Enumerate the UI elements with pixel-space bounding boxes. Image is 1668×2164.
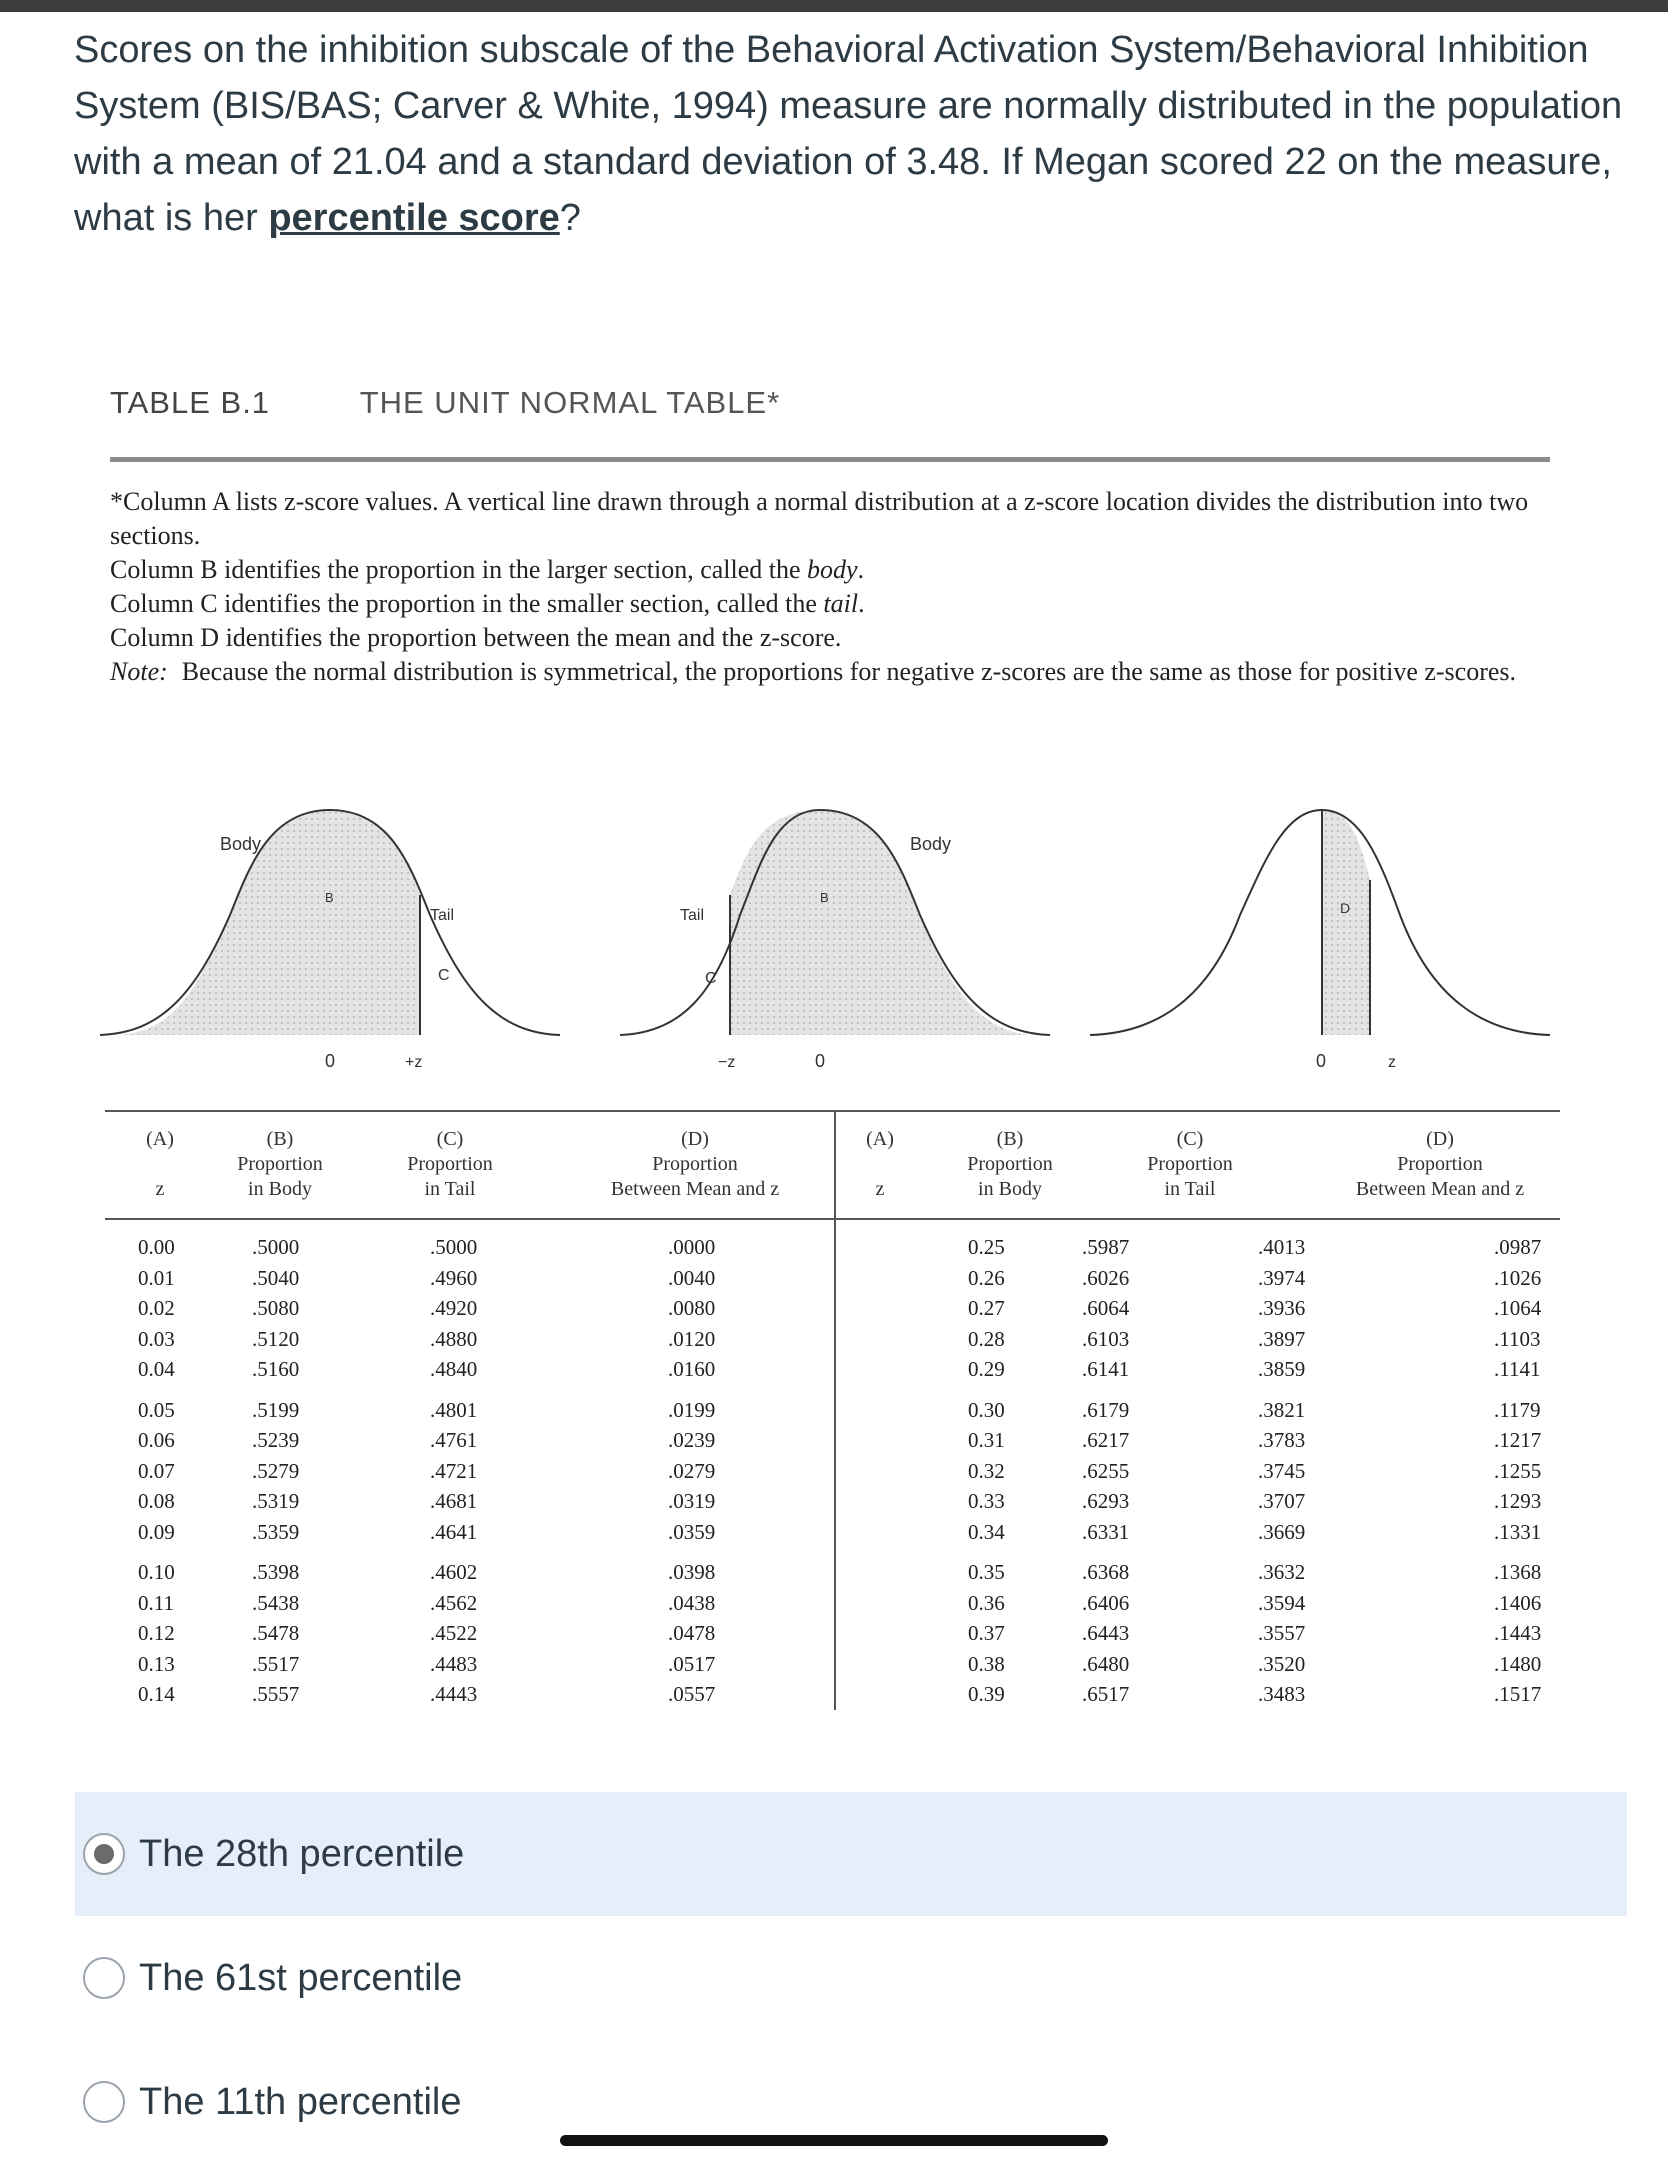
left-header-a-label: (A) bbox=[146, 1128, 174, 1150]
left_rows-cell: .4483 bbox=[430, 1651, 478, 1676]
left_rows-cell: .0239 bbox=[668, 1428, 716, 1452]
answer-option-2[interactable] bbox=[75, 1916, 1627, 2040]
right_rows-cell: .1480 bbox=[1494, 1651, 1542, 1676]
curve-1-tail-label: Tail bbox=[430, 907, 455, 924]
curve-3-d-label: D bbox=[1340, 900, 1351, 916]
left_rows-cell: .5080 bbox=[252, 1296, 300, 1320]
curve-2-b-label: B bbox=[820, 890, 829, 905]
right_rows-cell: .1293 bbox=[1494, 1489, 1542, 1513]
curve-1-posz: +z bbox=[405, 1054, 423, 1071]
right-header-d2: Proportion bbox=[1397, 1153, 1483, 1175]
table-title: THE UNIT NORMAL TABLE* bbox=[359, 385, 781, 420]
curves-svg bbox=[100, 805, 1560, 1071]
right_rows-cell: .3707 bbox=[1258, 1489, 1306, 1513]
right-header-b3: in Body bbox=[978, 1178, 1042, 1200]
left_rows-cell: 0.08 bbox=[138, 1489, 175, 1513]
right_rows-cell: .3859 bbox=[1258, 1357, 1306, 1381]
right_rows-cell: .6517 bbox=[1082, 1682, 1130, 1706]
left_rows-cell: .5557 bbox=[252, 1682, 300, 1706]
right-header-a-label: (A) bbox=[866, 1128, 894, 1150]
left_rows-cell: .0000 bbox=[668, 1235, 716, 1259]
curve-1-b-label: B bbox=[325, 890, 334, 905]
right_rows-cell: .3632 bbox=[1258, 1560, 1306, 1584]
note-body-word: body bbox=[807, 555, 858, 584]
left-header-c bbox=[370, 1127, 530, 1202]
right_rows-cell: .6480 bbox=[1082, 1651, 1130, 1676]
right_rows-cell: .1217 bbox=[1494, 1428, 1542, 1452]
distribution-diagrams bbox=[100, 805, 1560, 1071]
right_rows-cell: 0.31 bbox=[968, 1428, 1005, 1452]
left_rows-cell: 0.00 bbox=[138, 1235, 175, 1259]
left_rows-cell: 0.14 bbox=[138, 1682, 175, 1706]
table-label: TABLE B.1 bbox=[110, 385, 271, 420]
right_rows-cell: .1443 bbox=[1494, 1621, 1542, 1645]
left_rows-cell: .4602 bbox=[430, 1560, 478, 1584]
right-header-c3: in Tail bbox=[1164, 1178, 1216, 1200]
left_rows-cell: .4721 bbox=[430, 1458, 478, 1483]
right-header-a bbox=[850, 1127, 910, 1202]
right_rows-cell: .6293 bbox=[1082, 1489, 1130, 1513]
answer-option-1-label: The 28th percentile bbox=[139, 1832, 465, 1875]
right-header-d bbox=[1320, 1127, 1560, 1202]
curve-3-d-shade bbox=[1322, 810, 1370, 1035]
right_rows-cell: .6179 bbox=[1082, 1397, 1130, 1422]
question-body: Scores on the inhibition subscale of the Behavioral Activation System/Behavioral Inhibition System (BIS/BAS; Carver & White, 1994) measure are normally distributed in the population with a mean of 21.04 and a standard deviation of 3.48. If Megan scored 22 on the measure, what is her bbox=[74, 29, 1623, 239]
left_rows-cell: .5359 bbox=[252, 1519, 300, 1544]
left_rows-cell: 0.01 bbox=[138, 1265, 175, 1290]
right_rows-cell: .3821 bbox=[1258, 1397, 1306, 1422]
note-line-2: Column B identifies the proportion in the larger section, called the body. bbox=[110, 555, 865, 584]
right-header-b1: (B) bbox=[996, 1128, 1024, 1150]
radio-button-3[interactable] bbox=[83, 2081, 125, 2123]
right_rows-cell: .6026 bbox=[1082, 1265, 1130, 1290]
right-header-z: z bbox=[875, 1178, 885, 1200]
right-header-d3: Between Mean and z bbox=[1355, 1178, 1525, 1200]
left_rows-cell: .5398 bbox=[252, 1560, 300, 1584]
left_rows-cell: .5160 bbox=[252, 1357, 300, 1381]
answer-option-3-label: The 11th percentile bbox=[139, 2080, 462, 2123]
right_rows-cell: .3669 bbox=[1258, 1519, 1306, 1544]
left_rows-cell: .0398 bbox=[668, 1560, 716, 1584]
right_rows-cell: 0.26 bbox=[968, 1265, 1005, 1290]
right_rows-cell: .1368 bbox=[1494, 1560, 1542, 1584]
left_rows-cell: 0.03 bbox=[138, 1326, 175, 1351]
note-label: Note: bbox=[110, 657, 168, 686]
left_rows-cell: .5438 bbox=[252, 1590, 300, 1615]
table-heading bbox=[110, 385, 780, 421]
note-line-4: Column D identifies the proportion between the mean and the z-score. bbox=[110, 623, 842, 652]
right-header-b bbox=[930, 1127, 1090, 1202]
left_rows-cell: 0.12 bbox=[138, 1621, 175, 1645]
right_rows-cell: .6406 bbox=[1082, 1590, 1130, 1615]
left-header-c1: (C) bbox=[436, 1128, 464, 1150]
left-table-rows bbox=[100, 1235, 830, 1705]
right_rows-cell: .1331 bbox=[1494, 1519, 1542, 1544]
right_rows-cell: .6443 bbox=[1082, 1621, 1130, 1645]
left_rows-cell: .4960 bbox=[430, 1265, 478, 1290]
right_rows-cell: .3897 bbox=[1258, 1326, 1306, 1351]
left_rows-cell: .5517 bbox=[252, 1651, 300, 1676]
right_rows-cell: 0.35 bbox=[968, 1560, 1005, 1584]
right_rows-cell: 0.25 bbox=[968, 1235, 1005, 1259]
curve-1-zero: 0 bbox=[325, 1051, 336, 1071]
left-header-b3: in Body bbox=[248, 1178, 312, 1200]
right_rows-cell: .3936 bbox=[1258, 1296, 1306, 1320]
right_rows-cell: 0.30 bbox=[968, 1397, 1005, 1422]
curve-1-body-label: Body bbox=[220, 834, 262, 854]
right_rows-cell: 0.29 bbox=[968, 1357, 1005, 1381]
left_rows-cell: .0279 bbox=[668, 1458, 716, 1483]
left_rows-cell: .0199 bbox=[668, 1397, 716, 1422]
right_rows-cell: .1517 bbox=[1494, 1682, 1542, 1706]
right_rows-cell: .6368 bbox=[1082, 1560, 1130, 1584]
note-line-3-text: Column C identifies the proportion in the smaller section, called the bbox=[110, 589, 824, 618]
left_rows-cell: .4522 bbox=[430, 1621, 478, 1645]
question-text bbox=[74, 22, 1634, 246]
right_rows-cell: .3520 bbox=[1258, 1651, 1306, 1676]
left_rows-cell: 0.10 bbox=[138, 1560, 175, 1584]
right_rows-cell: 0.32 bbox=[968, 1458, 1005, 1483]
left_rows-cell: .0517 bbox=[668, 1651, 716, 1676]
right-header-c2: Proportion bbox=[1147, 1153, 1233, 1175]
answer-option-1[interactable] bbox=[75, 1792, 1627, 1916]
left_rows-cell: .5478 bbox=[252, 1621, 300, 1645]
right_rows-cell: .1255 bbox=[1494, 1458, 1542, 1483]
header-bottom-rule bbox=[105, 1218, 1560, 1220]
table-top-rule bbox=[110, 457, 1550, 462]
left-header-b1: (B) bbox=[266, 1128, 294, 1150]
left_rows-cell: .5319 bbox=[252, 1489, 300, 1513]
header-top-rule bbox=[105, 1110, 1560, 1112]
left_rows-cell: .0319 bbox=[668, 1489, 716, 1513]
left_rows-cell: .5000 bbox=[430, 1235, 478, 1259]
left_rows-cell: .0160 bbox=[668, 1357, 716, 1381]
right_rows-cell: .0987 bbox=[1494, 1235, 1542, 1259]
left-header-d2: Proportion bbox=[652, 1153, 738, 1175]
left_rows-cell: .5120 bbox=[252, 1326, 300, 1351]
radio-button-1[interactable] bbox=[83, 1833, 125, 1875]
right_rows-cell: 0.33 bbox=[968, 1489, 1005, 1513]
left_rows-cell: .0478 bbox=[668, 1621, 716, 1645]
right_rows-cell: 0.39 bbox=[968, 1682, 1005, 1706]
right-header-b2: Proportion bbox=[967, 1153, 1053, 1175]
curve-1-body-shade bbox=[120, 810, 420, 1035]
left_rows-cell: .4641 bbox=[430, 1519, 478, 1544]
right_rows-cell: .3745 bbox=[1258, 1458, 1306, 1483]
left-header-z: z bbox=[155, 1178, 165, 1200]
question-emphasis: percentile score bbox=[268, 197, 560, 239]
right_rows-cell: .1179 bbox=[1494, 1397, 1541, 1422]
left_rows-cell: .4840 bbox=[430, 1357, 478, 1381]
curve-2-c-label: C bbox=[705, 970, 717, 987]
left_rows-cell: .5000 bbox=[252, 1235, 300, 1259]
left_rows-cell: 0.06 bbox=[138, 1428, 175, 1452]
left_rows-cell: .4920 bbox=[430, 1296, 478, 1320]
right_rows-cell: 0.28 bbox=[968, 1326, 1005, 1351]
curve-2-body-shade bbox=[730, 810, 1030, 1035]
left_rows-cell: .4801 bbox=[430, 1397, 478, 1422]
left_rows-cell: .0120 bbox=[668, 1326, 716, 1351]
left-header-b2: Proportion bbox=[237, 1153, 323, 1175]
right_rows-cell: .1103 bbox=[1494, 1326, 1541, 1351]
curve-2-zero: 0 bbox=[815, 1051, 826, 1071]
curve-3-zero: 0 bbox=[1316, 1051, 1327, 1071]
left_rows-cell: .5040 bbox=[252, 1265, 300, 1290]
answer-option-2-label: The 61st percentile bbox=[139, 1956, 463, 1999]
right_rows-cell: .6217 bbox=[1082, 1428, 1130, 1452]
right_rows-cell: .1406 bbox=[1494, 1590, 1542, 1615]
note-line-1: *Column A lists z-score values. A vertical line drawn through a normal distribution at a z-score location divides the distribution into two sections. bbox=[110, 487, 1529, 550]
right-header-d1: (D) bbox=[1426, 1128, 1454, 1150]
left-header-c2: Proportion bbox=[407, 1153, 493, 1175]
left_rows-cell: 0.04 bbox=[138, 1357, 175, 1381]
left_rows-cell: .0080 bbox=[668, 1296, 716, 1320]
left_rows-cell: .5239 bbox=[252, 1428, 300, 1452]
note-text: Because the normal distribution is symmetrical, the proportions for negative z-scores are the same as those for positive z-scores. bbox=[181, 657, 1517, 686]
left_rows-cell: .5199 bbox=[252, 1397, 300, 1422]
curve-2-tail-label: Tail bbox=[680, 907, 705, 924]
curve-3-z: z bbox=[1388, 1054, 1396, 1071]
left_rows-cell: .4681 bbox=[430, 1489, 478, 1513]
curve-2-body-label: Body bbox=[910, 834, 952, 854]
right_rows-cell: .5987 bbox=[1082, 1235, 1130, 1259]
left_rows-cell: 0.13 bbox=[138, 1651, 175, 1676]
question-end: ? bbox=[559, 197, 581, 239]
left_rows-cell: 0.09 bbox=[138, 1519, 175, 1544]
home-indicator bbox=[560, 2135, 1108, 2146]
right_rows-cell: .6141 bbox=[1082, 1357, 1130, 1381]
right-header-c bbox=[1110, 1127, 1270, 1202]
left_rows-cell: .0557 bbox=[668, 1682, 716, 1706]
left_rows-cell: 0.11 bbox=[138, 1590, 174, 1615]
left_rows-cell: 0.07 bbox=[138, 1458, 175, 1483]
right_rows-cell: .3483 bbox=[1258, 1682, 1306, 1706]
right_rows-cell: .6103 bbox=[1082, 1326, 1130, 1351]
right_rows-cell: .3783 bbox=[1258, 1428, 1306, 1452]
top-status-bar bbox=[0, 0, 1668, 12]
note-line-5 bbox=[110, 655, 1530, 689]
right_rows-cell: .4013 bbox=[1258, 1235, 1306, 1259]
table-notes bbox=[110, 485, 1530, 689]
right_rows-cell: .6331 bbox=[1082, 1519, 1130, 1544]
note-tail-word: tail bbox=[823, 589, 859, 618]
left_rows-cell: .4880 bbox=[430, 1326, 478, 1351]
note-line-3: Column C identifies the proportion in the smaller section, called the tail. bbox=[110, 589, 865, 618]
right_rows-cell: .1026 bbox=[1494, 1265, 1542, 1290]
curve-3 bbox=[1090, 810, 1550, 1035]
right_rows-cell: 0.27 bbox=[968, 1296, 1005, 1320]
radio-button-2[interactable] bbox=[83, 1957, 125, 1999]
right_rows-cell: .3594 bbox=[1258, 1590, 1306, 1615]
right_rows-cell: .6255 bbox=[1082, 1458, 1130, 1483]
left_rows-cell: 0.05 bbox=[138, 1397, 175, 1422]
right_rows-cell: .3974 bbox=[1258, 1265, 1306, 1290]
right-header-c1: (C) bbox=[1176, 1128, 1204, 1150]
left-header-c3: in Tail bbox=[424, 1178, 476, 1200]
right_rows-cell: .3557 bbox=[1258, 1621, 1306, 1645]
left_rows-cell: 0.02 bbox=[138, 1296, 175, 1320]
left-header-d3: Between Mean and z bbox=[610, 1178, 780, 1200]
right_rows-cell: 0.36 bbox=[968, 1590, 1005, 1615]
left_rows-cell: .0359 bbox=[668, 1519, 716, 1544]
left_rows-cell: .4761 bbox=[430, 1428, 478, 1452]
left_rows-cell: .0040 bbox=[668, 1265, 716, 1290]
right_rows-cell: .6064 bbox=[1082, 1296, 1130, 1320]
left_rows-cell: .5279 bbox=[252, 1458, 300, 1483]
left-header-d1: (D) bbox=[681, 1128, 709, 1150]
right_rows-cell: 0.34 bbox=[968, 1519, 1005, 1544]
left-header-d bbox=[570, 1127, 820, 1202]
note-line-2-text: Column B identifies the proportion in the larger section, called the bbox=[110, 555, 808, 584]
answer-options bbox=[75, 1792, 1627, 2164]
left_rows-cell: .0438 bbox=[668, 1590, 716, 1615]
right_rows-cell: .1064 bbox=[1494, 1296, 1542, 1320]
left_rows-cell: .4562 bbox=[430, 1590, 478, 1615]
right-table-rows bbox=[836, 1235, 1560, 1705]
right_rows-cell: .1141 bbox=[1494, 1357, 1541, 1381]
left-header-a bbox=[130, 1127, 190, 1202]
right_rows-cell: 0.37 bbox=[968, 1621, 1005, 1645]
unit-normal-table-image bbox=[100, 385, 1560, 1725]
curve-1-c-label: C bbox=[438, 967, 450, 984]
left-header-b bbox=[200, 1127, 360, 1202]
curve-2-negz: −z bbox=[718, 1054, 736, 1071]
left_rows-cell: .4443 bbox=[430, 1682, 478, 1706]
right_rows-cell: 0.38 bbox=[968, 1651, 1005, 1676]
